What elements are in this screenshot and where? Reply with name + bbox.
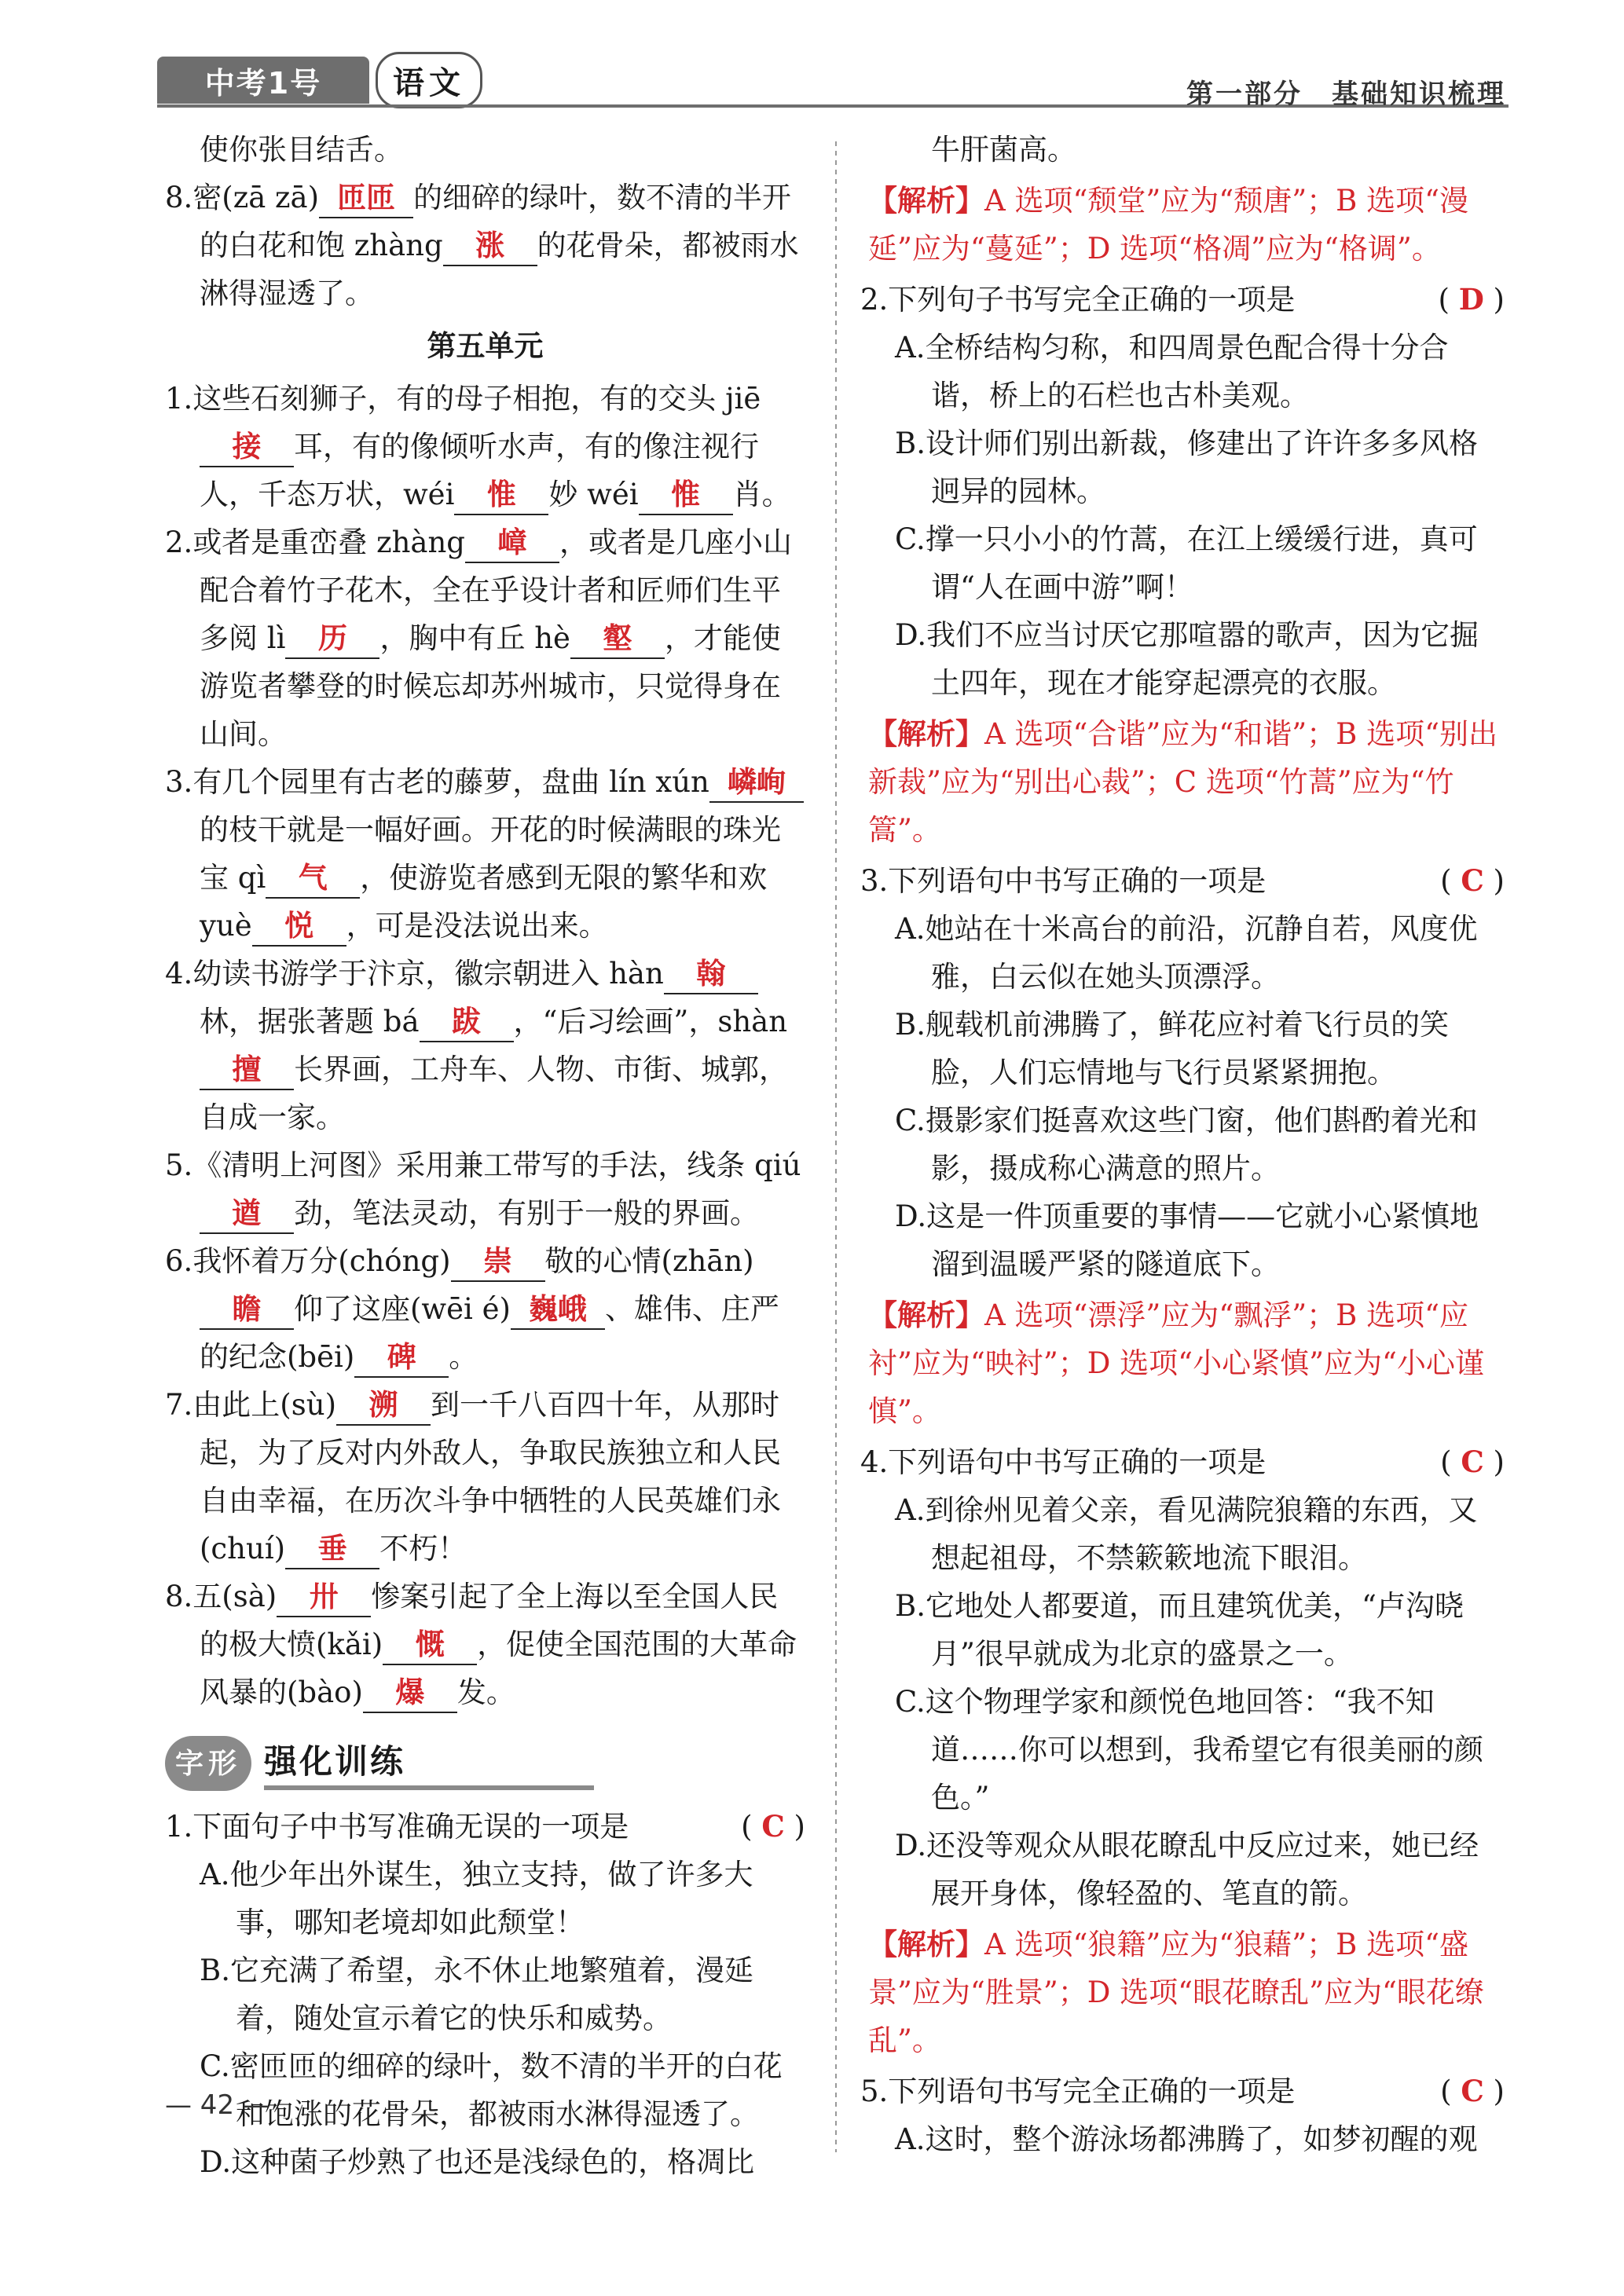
option-a: A.到徐州见着父亲，看见满院狼籍的东西，又想起祖母，不禁簌簌地流下眼泪。 <box>895 1493 1478 1575</box>
answer-blank: 跋 <box>420 1002 514 1042</box>
answer-blank: 翰 <box>664 954 758 994</box>
option-c: C.密匝匝的细碎的绿叶，数不清的半开的白花和饱涨的花骨朵，都被雨水淋得湿透了。 <box>200 2049 783 2131</box>
answer-blank: 爆 <box>363 1672 457 1713</box>
answer-blank: 匝匝 <box>319 178 413 218</box>
answer-letter: D <box>1458 282 1484 317</box>
question-stem: 1.下面句子中书写准确无误的一项是 ( C ) <box>165 1809 805 1844</box>
answer-blank: 溯 <box>336 1385 431 1426</box>
answer-blank: 嶂 <box>465 522 559 563</box>
option-b: B.舰载机前沸腾了，鲜花应衬着飞行员的笑脸，人们忘情地与飞行员紧紧拥抱。 <box>895 1008 1449 1089</box>
analysis-note: 【解析】A 选项“颓堂”应为“颓唐”；B 选项“漫延”应为“蔓延”；D 选项“格凋”应为“格调”。 <box>868 183 1469 265</box>
question-stem: 2.下列句子书写完全正确的一项是 ( D ) <box>860 282 1505 317</box>
answer-blank: 碑 <box>354 1337 449 1378</box>
answer-blank: 接 <box>200 427 294 467</box>
exercise-item: 3.有几个园里有古老的藤萝，盘曲 lín xún 嶙峋的枝干就是一幅好画。开花的时候满眼的珠光宝 qì 气 ，使游览者感到无限的繁华和欢 yuè 悦 ，可是没法说出来。 <box>165 758 805 950</box>
right-column <box>860 126 1505 2163</box>
brand-label: 中考1号 <box>157 57 369 104</box>
answer-blank: 擅 <box>200 1049 294 1090</box>
option-c: C.摄影家们挺喜欢这些门窗，他们斟酌着光和影，摄成称心满意的照片。 <box>895 1104 1478 1185</box>
question-stem: 5.下列语句书写完全正确的一项是 ( C ) <box>860 2074 1505 2108</box>
answer-blank: 惟 <box>454 474 548 515</box>
option-d: D.我们不应当讨厌它那喧嚣的歌声，因为它掘土四年，现在才能穿起漂亮的衣服。 <box>895 618 1479 700</box>
option-a: A.他少年出外谋生，独立支持，做了许多大事，哪知老境却如此颓堂！ <box>200 1858 753 1939</box>
exercise-item: 8.密(zā zā) 匝匝 的细碎的绿叶，数不清的半开的白花和饱 zhàng 涨 的花骨朵，都被雨水淋得湿透了。 <box>165 174 805 317</box>
answer-blank: 嶙峋 <box>709 762 804 803</box>
exercise-item: 2.或者是重峦叠 zhàng 嶂 ，或者是几座小山配合着竹子花木，全在乎设计者和匠师们生平多阅 lì 历 ，胸中有丘 hè 壑 ，才能使游览者攀登的时候忘却苏州城市，只觉得身在山间。 <box>165 518 805 758</box>
question-stem: 4.下列语句中书写正确的一项是 ( C ) <box>860 1445 1505 1479</box>
exercise-item: 5.《清明上河图》采用兼工带写的手法，线条 qiú遒 劲，笔法灵动，有别于一般的界画。 <box>165 1141 805 1237</box>
exercise-item: 1.这些石刻狮子，有的母子相抱，有的交头 jiē接 耳，有的像倾听水声，有的像注视行人，千态万状，wéi 惟 妙 wéi 惟 肖。 <box>165 375 805 518</box>
answer-blank: 惟 <box>639 474 733 515</box>
column-divider <box>835 141 837 2152</box>
answer-blank: 气 <box>266 858 360 899</box>
answer-blank: 壑 <box>570 618 665 659</box>
option-b: B.设计师们别出新裁，修建出了许许多多风格迥异的园林。 <box>895 427 1478 508</box>
analysis-note: 【解析】A 选项“漂浮”应为“飘浮”；B 选项“应衬”应为“映衬”；D 选项“小心紧慎”应为“小心谨慎”。 <box>868 1298 1484 1428</box>
answer-blank: 悦 <box>252 906 346 947</box>
answer-blank: 崇 <box>451 1241 545 1282</box>
option-d: D.还没等观众从眼花瞭乱中反应过来，她已经展开身体，像轻盈的、笔直的箭。 <box>895 1829 1479 1910</box>
banner-badge: 字形 <box>165 1736 251 1791</box>
answer-letter: C <box>761 1809 785 1844</box>
answer-letter: C <box>1461 863 1484 898</box>
answer-blank: 遒 <box>200 1193 294 1234</box>
continuation-line: 使你张目结舌。 <box>200 133 403 167</box>
answer-blank: 慨 <box>383 1624 477 1665</box>
option-a: A.她站在十米高台的前沿，沉静自若，风度优雅，白云似在她头顶漂浮。 <box>895 912 1478 994</box>
option-b: B.它充满了希望，永不休止地繁殖着，漫延着，随处宣示着它的快乐和威势。 <box>200 1954 753 2035</box>
option-a: A.这时，整个游泳场都沸腾了，如梦初醒的观 <box>895 2122 1478 2156</box>
section-title: 第一部分 基础知识梳理 <box>1186 79 1506 110</box>
analysis-note: 【解析】A 选项“狼籍”应为“狼藉”；B 选项“盛景”应为“胜景”；D 选项“眼花瞭乱”应为“眼花缭乱”。 <box>868 1927 1484 2057</box>
exercise-item: 8.五(sà) 卅 惨案引起了全上海以至全国人民的极大愤(kǎi) 慨 ，促使全国范围的大革命风暴的(bào) 爆 发。 <box>165 1573 805 1716</box>
option-d: D.这是一件顶重要的事情——它就小心紧慎地溜到温暖严紧的隧道底下。 <box>895 1199 1479 1281</box>
continuation-line: 牛肝菌高。 <box>931 133 1076 167</box>
exercise-item: 6.我怀着万分(chóng) 崇 敬的心情(zhān)瞻 仰了这座(wēi é) 巍峨 、雄伟、庄严的纪念(bēi) 碑 。 <box>165 1237 805 1381</box>
answer-blank: 卅 <box>277 1576 371 1617</box>
answer-blank: 历 <box>285 618 379 659</box>
answer-blank: 涨 <box>443 225 537 266</box>
option-c: C.这个物理学家和颜悦色地回答：“我不知道……你可以想到，我希望它有很美丽的颜色。” <box>895 1685 1483 1814</box>
section-banner <box>165 1732 805 1795</box>
option-b: B.它地处人都要道，而且建筑优美，“卢沟晓月”很早就成为北京的盛景之一。 <box>895 1589 1464 1671</box>
answer-letter: C <box>1461 2074 1484 2108</box>
banner-title: 强化训练 <box>264 1738 594 1790</box>
answer-blank: 瞻 <box>200 1289 294 1330</box>
page-header <box>0 0 1624 118</box>
option-a: A.全桥结构匀称，和四周景色配合得十分合谐，桥上的石栏也古朴美观。 <box>895 331 1449 412</box>
unit-title: 第五单元 <box>427 328 544 363</box>
answer-blank: 巍峨 <box>511 1289 605 1330</box>
answer-blank: 垂 <box>285 1529 379 1569</box>
analysis-note: 【解析】A 选项“合谐”应为“和谐”；B 选项“别出新裁”应为“别出心裁”；C 选项“竹蒿”应为“竹篙”。 <box>868 716 1498 847</box>
question-stem: 3.下列语句中书写正确的一项是 ( C ) <box>860 863 1505 898</box>
page-number: — 42 — <box>165 2089 269 2121</box>
answer-letter: C <box>1461 1445 1484 1479</box>
subject-label: 语文 <box>376 52 482 108</box>
left-column <box>165 126 805 2186</box>
exercise-item: 7.由此上(sù) 溯 到一千八百四十年，从那时起，为了反对内外敌人，争取民族独立和人民自由幸福，在历次斗争中牺牲的人民英雄们永(chuí) 垂 不朽！ <box>165 1381 805 1573</box>
option-c: C.撑一只小小的竹蒿，在江上缓缓行进，真可谓“人在画中游”啊！ <box>895 522 1478 604</box>
option-d: D.这种菌子炒熟了也还是浅绿色的，格凋比 <box>200 2145 755 2179</box>
exercise-item: 4.幼读书游学于汴京，徽宗朝进入 hàn 翰林，据张著题 bá 跋 ，“后习绘画”，shàn擅 长界画，工舟车、人物、市街、城郭，自成一家。 <box>165 950 805 1141</box>
